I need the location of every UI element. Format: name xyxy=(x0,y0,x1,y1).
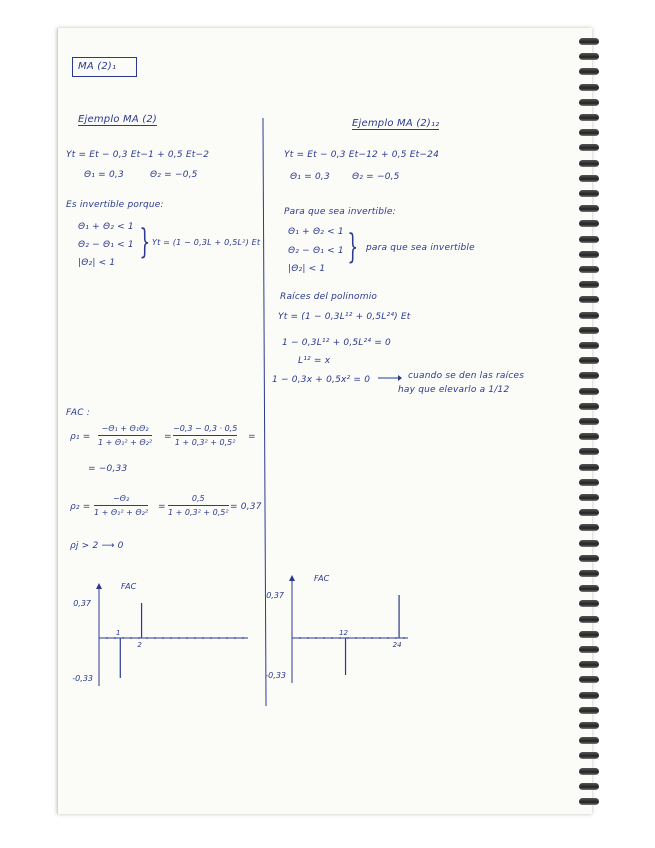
axis-dot xyxy=(202,637,204,639)
spiral-ring xyxy=(579,205,599,212)
spiral-ring xyxy=(579,692,599,699)
y-tick-label: 0,37 xyxy=(73,599,91,608)
axis-dot xyxy=(106,637,108,639)
fraction-bar xyxy=(98,435,152,436)
axis-dot xyxy=(146,637,148,639)
spiral-ring xyxy=(579,327,599,334)
rho1-fraction-numeric xyxy=(173,424,237,447)
axis-dot xyxy=(162,637,164,639)
spiral-ring xyxy=(579,68,599,75)
spiral-ring xyxy=(579,266,599,273)
spiral-ring xyxy=(579,524,599,531)
axis-dot xyxy=(371,637,373,639)
spiral-ring xyxy=(579,38,599,45)
spiral-ring xyxy=(579,281,599,288)
fac-chart-ma2 xyxy=(58,555,258,705)
axis-dot xyxy=(186,637,188,639)
note-line-1: cuando se den las raíces xyxy=(408,371,525,381)
axis-dot xyxy=(395,637,397,639)
spiral-ring xyxy=(579,722,599,729)
spiral-ring xyxy=(579,570,599,577)
fac-chart-ma2-12 xyxy=(258,555,478,705)
right-heading: Ejemplo MA (2)₁₂ xyxy=(352,118,440,129)
right-condition-2: Θ₂ − Θ₁ < 1 xyxy=(288,246,344,256)
polynomial: Yt = (1 − 0,3L¹² + 0,5L²⁴) Et xyxy=(278,312,411,322)
rho2-value: = 0,37 xyxy=(230,502,262,512)
axis-dot xyxy=(210,637,212,639)
spiral-ring xyxy=(579,53,599,60)
spiral-ring xyxy=(579,160,599,167)
spiral-ring xyxy=(579,616,599,623)
axis-dot xyxy=(154,637,156,639)
spiral-ring xyxy=(579,737,599,744)
rho1-numerator-numeric: −0,3 − 0,3 · 0,5 xyxy=(173,424,238,433)
spiral-ring xyxy=(579,236,599,243)
rho2-equals: = xyxy=(158,502,166,512)
page-title: MA (2)₁ xyxy=(78,61,117,72)
rhoj-limit: ρj > 2 ⟶ 0 xyxy=(70,541,124,551)
axis-dot xyxy=(355,637,357,639)
y-tick-label: -0,33 xyxy=(265,671,286,680)
spiral-ring xyxy=(579,418,599,425)
spiral-ring xyxy=(579,296,599,303)
axis-dot xyxy=(331,637,333,639)
rho2-numerator: −Θ₂ xyxy=(112,494,130,503)
spiral-ring xyxy=(579,342,599,349)
axis-dot xyxy=(114,637,116,639)
spiral-ring xyxy=(579,312,599,319)
axis-dot xyxy=(242,637,244,639)
rho2-denominator: 1 + Θ₁² + Θ₂² xyxy=(94,508,149,517)
rho2-lhs: ρ₂ = xyxy=(70,502,91,512)
roots-intro: Raíces del polinomio xyxy=(280,292,378,302)
left-invertible-intro: Es invertible porque: xyxy=(66,200,164,210)
axis-dot xyxy=(307,637,309,639)
axis-dot xyxy=(379,637,381,639)
fraction-bar xyxy=(173,435,237,436)
substitution: L¹² = x xyxy=(298,356,331,366)
left-condition-1: Θ₁ + Θ₂ < 1 xyxy=(78,222,134,232)
left-theta2: Θ₂ = −0,5 xyxy=(150,170,198,180)
right-brace: } xyxy=(347,227,359,267)
spiral-ring xyxy=(579,190,599,197)
axis-dot xyxy=(226,637,228,639)
rho1-lhs: ρ₁ = xyxy=(70,432,91,442)
axis-dot xyxy=(218,637,220,639)
y-axis-arrow xyxy=(289,575,295,581)
x-tick-label: 12 xyxy=(339,629,348,637)
rho2-fraction xyxy=(94,494,148,517)
spiral-ring xyxy=(579,479,599,486)
axis-dot xyxy=(234,637,236,639)
spiral-ring xyxy=(579,585,599,592)
right-equation: Yt = Et − 0,3 Et−12 + 0,5 Et−24 xyxy=(284,150,439,160)
spiral-ring xyxy=(579,433,599,440)
rho1-equals-trailing: = xyxy=(248,432,256,442)
axis-dot xyxy=(122,637,124,639)
axis-dot xyxy=(194,637,196,639)
spiral-ring xyxy=(579,114,599,121)
right-condition-1: Θ₁ + Θ₂ < 1 xyxy=(288,227,344,237)
axis-dot xyxy=(130,637,132,639)
axis-dot xyxy=(403,637,405,639)
y-tick-label: -0,33 xyxy=(72,674,93,683)
spiral-ring xyxy=(579,175,599,182)
chart-title: FAC xyxy=(121,582,137,591)
spiral-ring xyxy=(579,129,599,136)
axis-dot xyxy=(339,637,341,639)
left-heading: Ejemplo MA (2) xyxy=(78,114,158,125)
left-equation: Yt = Et − 0,3 Et−1 + 0,5 Et−2 xyxy=(66,150,210,160)
spiral-ring xyxy=(579,99,599,106)
left-condition-3: |Θ₂| < 1 xyxy=(78,258,116,268)
spiral-ring xyxy=(579,661,599,668)
spiral-ring xyxy=(579,220,599,227)
rho2-numerator-numeric: 0,5 xyxy=(191,494,205,503)
fraction-bar xyxy=(168,505,229,506)
spiral-ring xyxy=(579,403,599,410)
spiral-ring xyxy=(579,144,599,151)
axis-dot xyxy=(178,637,180,639)
spiral-ring xyxy=(579,84,599,91)
spiral-ring xyxy=(579,357,599,364)
spiral-ring xyxy=(579,509,599,516)
left-theta1: Θ₁ = 0,3 xyxy=(84,170,124,180)
note-line-2: hay que elevarlo a 1/12 xyxy=(398,385,510,395)
right-condition-3: |Θ₂| < 1 xyxy=(288,264,326,274)
spiral-ring xyxy=(579,555,599,562)
spiral-ring xyxy=(579,798,599,805)
axis-dot xyxy=(299,637,301,639)
spiral-ring xyxy=(579,631,599,638)
spiral-ring xyxy=(579,540,599,547)
spiral-ring xyxy=(579,768,599,775)
spiral-ring xyxy=(579,707,599,714)
right-invertible-intro: Para que sea invertible: xyxy=(284,207,396,217)
rho1-denominator: 1 + Θ₁² + Θ₂² xyxy=(98,438,153,447)
rho2-denominator-numeric: 1 + 0,3² + 0,5² xyxy=(168,508,229,517)
rho1-denominator-numeric: 1 + 0,3² + 0,5² xyxy=(174,438,236,447)
spiral-ring xyxy=(579,676,599,683)
spiral-ring xyxy=(579,464,599,471)
spiral-ring xyxy=(579,388,599,395)
spiral-ring xyxy=(579,448,599,455)
axis-dot xyxy=(323,637,325,639)
fac-label: FAC : xyxy=(66,408,90,418)
right-theta2: Θ₂ = −0,5 xyxy=(352,172,400,182)
x-tick-label: 2 xyxy=(137,641,142,649)
right-theta1: Θ₁ = 0,3 xyxy=(290,172,330,182)
rho1-numerator: −Θ₁ + Θ₁Θ₂ xyxy=(101,424,149,433)
axis-dot xyxy=(315,637,317,639)
spiral-ring xyxy=(579,251,599,258)
quadratic: 1 − 0,3x + 0,5x² = 0 xyxy=(272,375,371,385)
rho1-value: = −0,33 xyxy=(88,464,128,474)
left-brace: } xyxy=(139,222,151,262)
fraction-bar xyxy=(94,505,148,506)
spiral-ring xyxy=(579,600,599,607)
axis-dot xyxy=(347,637,349,639)
spiral-ring xyxy=(579,646,599,653)
y-axis-arrow xyxy=(96,583,102,589)
axis-dot xyxy=(387,637,389,639)
x-tick-label: 24 xyxy=(392,641,402,649)
rho1-equals: = xyxy=(164,432,172,442)
arrow-icon xyxy=(378,375,402,381)
spiral-ring xyxy=(579,752,599,759)
right-brace-note: para que sea invertible xyxy=(366,243,475,253)
axis-dot xyxy=(138,637,140,639)
rho1-fraction xyxy=(98,424,152,447)
spiral-ring xyxy=(579,783,599,790)
y-tick-label: 0,37 xyxy=(266,591,284,600)
polynomial-zero: 1 − 0,3L¹² + 0,5L²⁴ = 0 xyxy=(282,338,391,348)
axis-dot xyxy=(363,637,365,639)
rho2-fraction-numeric xyxy=(168,494,229,517)
x-tick-label: 1 xyxy=(116,629,121,637)
spiral-ring xyxy=(579,372,599,379)
spiral-ring xyxy=(579,494,599,501)
left-condition-2: Θ₂ − Θ₁ < 1 xyxy=(78,240,134,250)
chart-title: FAC xyxy=(314,574,330,583)
spiral-binding xyxy=(579,38,601,808)
axis-dot xyxy=(170,637,172,639)
left-result: Yt = (1 − 0,3L + 0,5L²) Et xyxy=(152,238,261,247)
